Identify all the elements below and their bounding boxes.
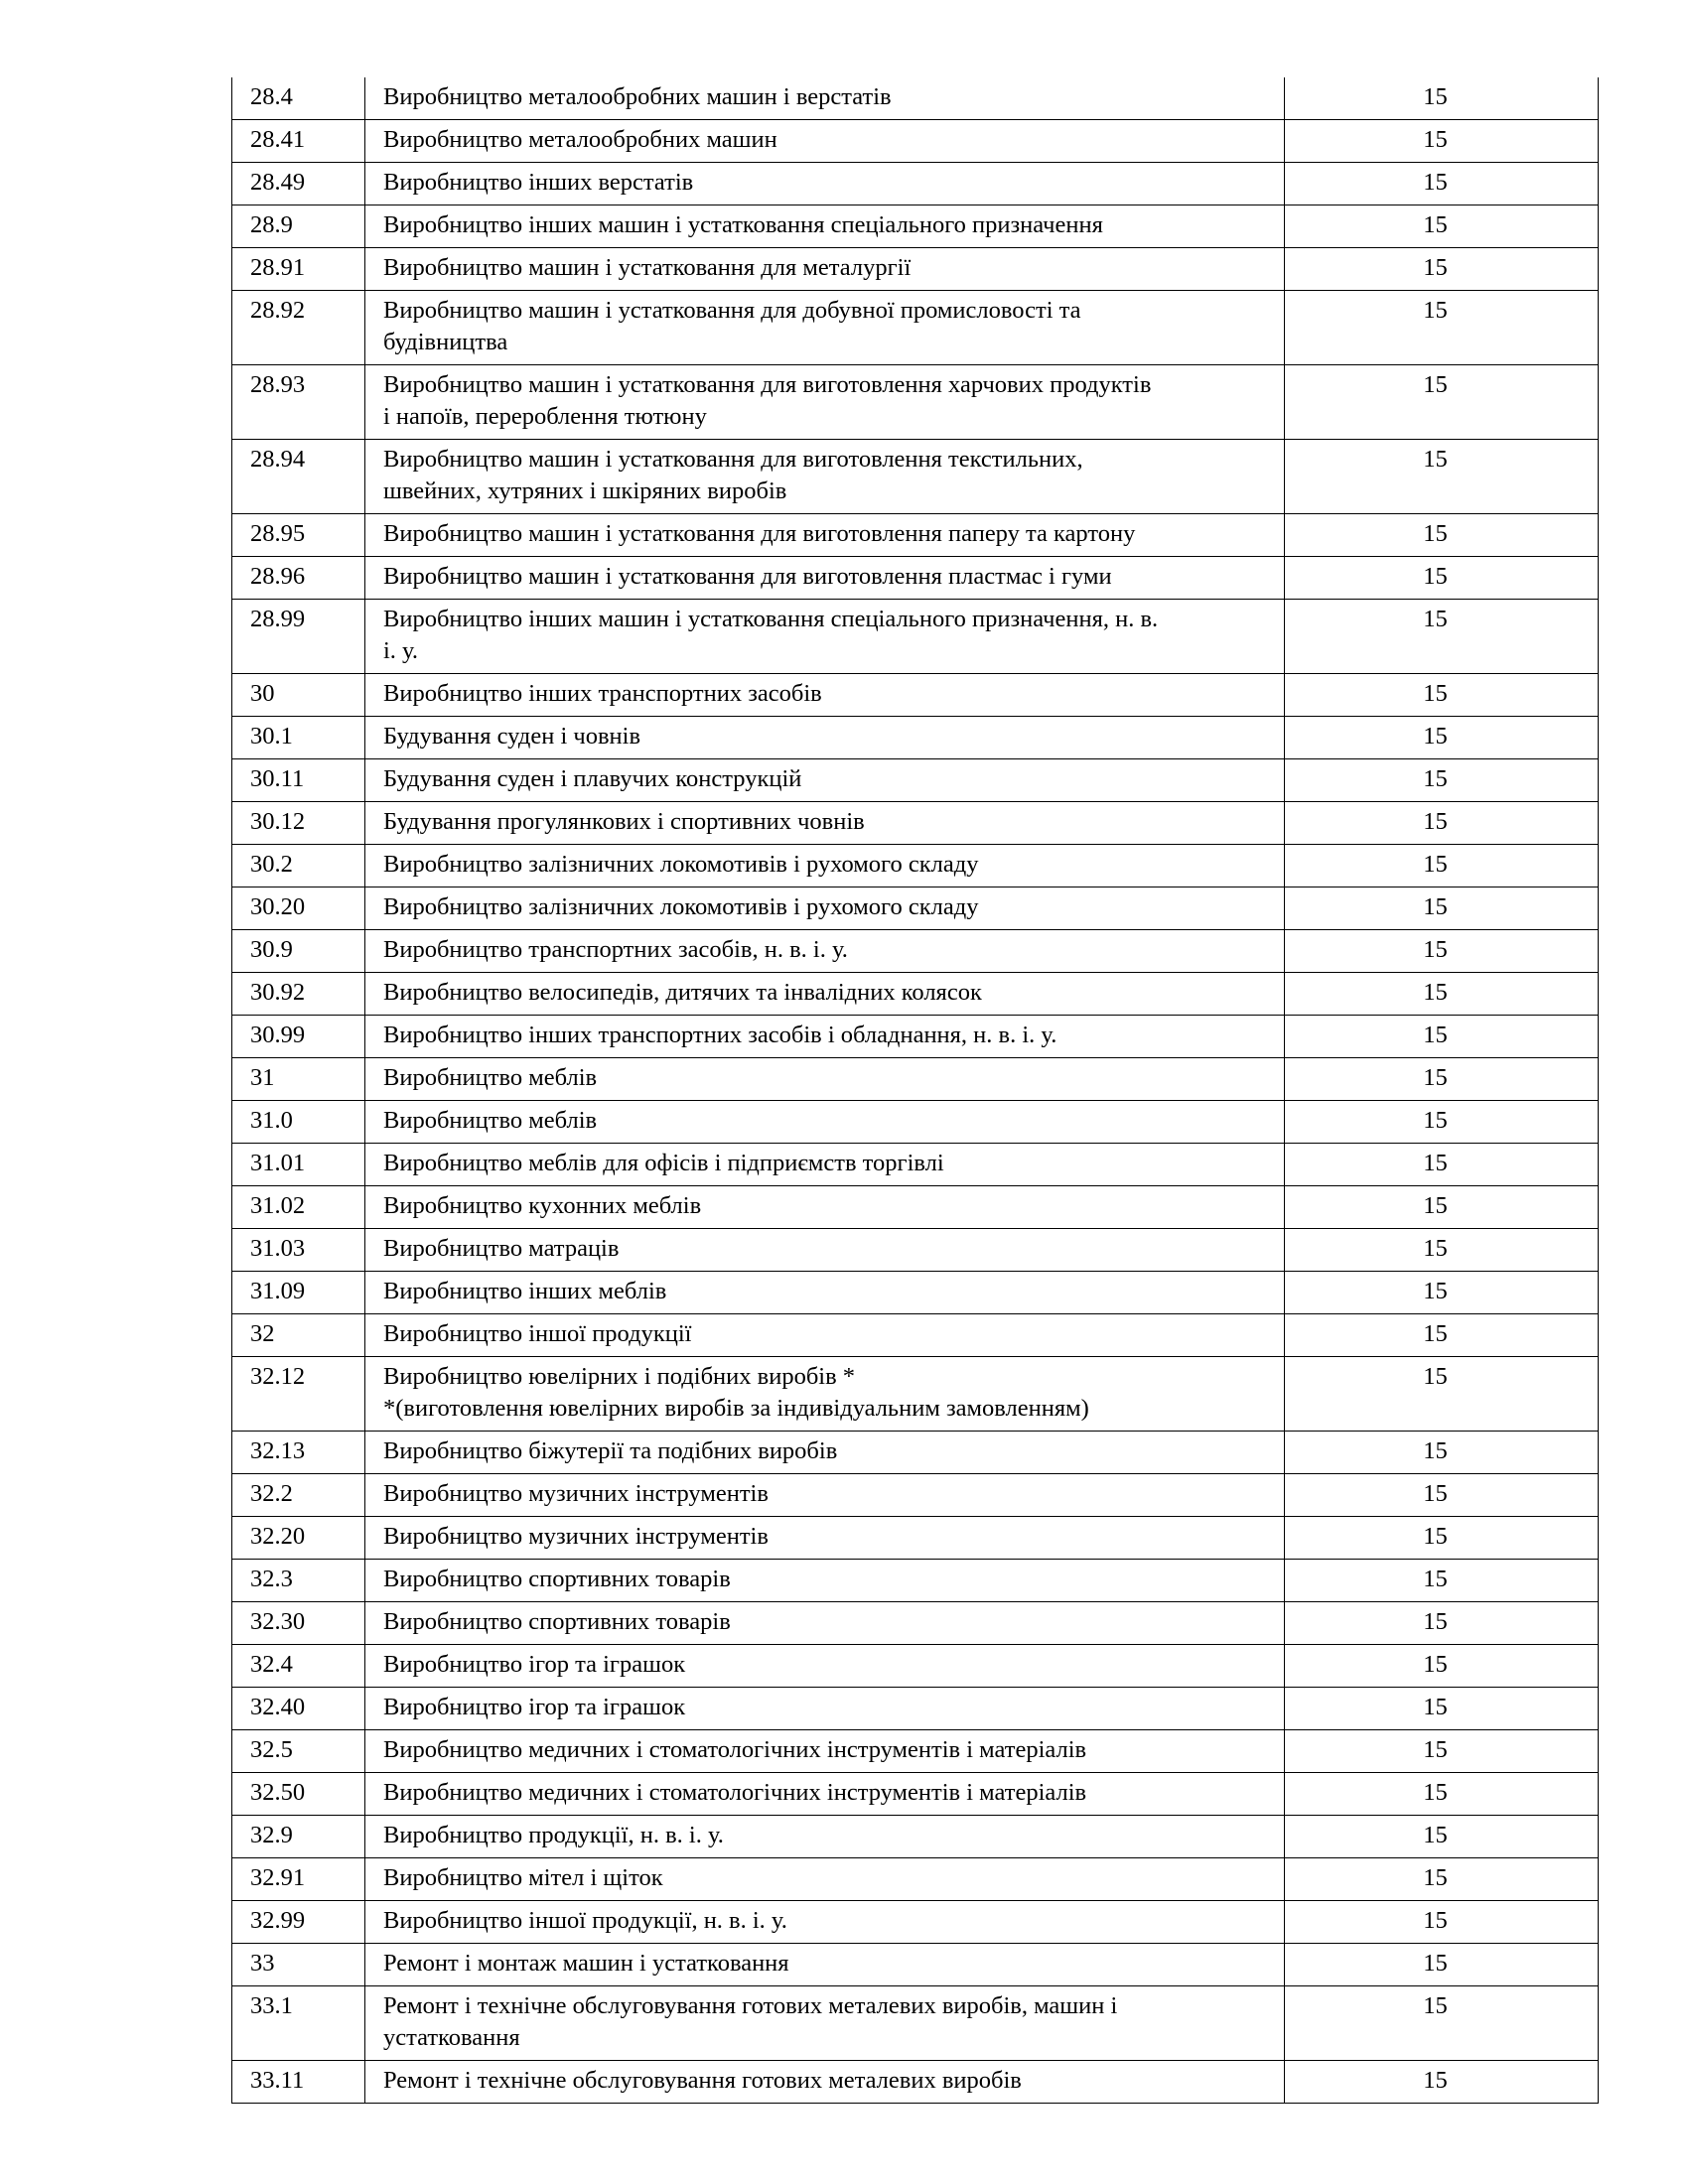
rate-cell: 15 [1285,1645,1599,1688]
table-row [232,973,1599,1016]
activity-code-cell: 32.4 [232,1645,365,1688]
rate-cell: 15 [1285,1986,1599,2061]
table-row [232,717,1599,759]
table-row [232,1016,1599,1058]
activity-description-cell: Виробництво машин і устатковання для добувної промисловості та будівництва [365,291,1285,365]
activity-code-cell: 30.12 [232,802,365,845]
activity-code-cell: 31.0 [232,1101,365,1144]
activity-code-cell: 28.94 [232,440,365,514]
table-row [232,440,1599,514]
rate-cell: 15 [1285,717,1599,759]
activity-code-cell: 32.91 [232,1858,365,1901]
rate-cell: 15 [1285,120,1599,163]
rate-cell: 15 [1285,2061,1599,2104]
rate-cell: 15 [1285,674,1599,717]
table-row [232,1058,1599,1101]
table-row [232,514,1599,557]
rate-cell: 15 [1285,1058,1599,1101]
activity-description-cell: Виробництво інших верстатів [365,163,1285,205]
table-row [232,365,1599,440]
activity-description-cell: Виробництво меблів [365,1058,1285,1101]
table-row [232,1314,1599,1357]
table-row [232,1560,1599,1602]
activity-code-cell: 31.03 [232,1229,365,1272]
activity-code-cell: 28.93 [232,365,365,440]
activity-code-cell: 30 [232,674,365,717]
rate-cell: 15 [1285,365,1599,440]
activity-description-cell: Виробництво машин і устатковання для виготовлення текстильних, швейних, хутряних і шкіряних виробів [365,440,1285,514]
activity-code-cell: 33 [232,1944,365,1986]
table-row [232,1730,1599,1773]
activity-code-cell: 33.1 [232,1986,365,2061]
rate-cell: 15 [1285,1229,1599,1272]
table-row [232,930,1599,973]
activity-code-cell: 32 [232,1314,365,1357]
activity-description-cell: Виробництво ігор та іграшок [365,1645,1285,1688]
activity-code-cell: 33.11 [232,2061,365,2104]
activity-description-cell: Виробництво інших транспортних засобів [365,674,1285,717]
activity-description-cell: Ремонт і технічне обслуговування готових металевих виробів, машин і устатковання [365,1986,1285,2061]
activity-description-cell: Виробництво іншої продукції [365,1314,1285,1357]
table-row [232,163,1599,205]
rate-cell: 15 [1285,440,1599,514]
activity-code-cell: 32.12 [232,1357,365,1432]
activity-code-cell: 30.2 [232,845,365,887]
table-row [232,1229,1599,1272]
activity-code-cell: 30.92 [232,973,365,1016]
rate-cell: 15 [1285,1272,1599,1314]
table-row [232,674,1599,717]
rate-cell: 15 [1285,759,1599,802]
table-row [232,759,1599,802]
rate-cell: 15 [1285,1517,1599,1560]
table-row [232,1688,1599,1730]
rate-cell: 15 [1285,248,1599,291]
table-row [232,1474,1599,1517]
activity-description-cell: Виробництво інших меблів [365,1272,1285,1314]
table-row [232,291,1599,365]
rate-cell: 15 [1285,1560,1599,1602]
table-row [232,77,1599,120]
table-row [232,1101,1599,1144]
activity-description-cell: Виробництво спортивних товарів [365,1560,1285,1602]
table-row [232,1517,1599,1560]
activity-description-cell: Виробництво продукції, н. в. і. у. [365,1816,1285,1858]
rate-cell: 15 [1285,1901,1599,1944]
table-row [232,1944,1599,1986]
activity-description-cell: Виробництво мітел і щіток [365,1858,1285,1901]
rate-cell: 15 [1285,802,1599,845]
table-row [232,120,1599,163]
activity-description-cell: Будування суден і плавучих конструкцій [365,759,1285,802]
table-row [232,1357,1599,1432]
table-row [232,600,1599,674]
table-body [232,77,1599,2104]
activity-code-cell: 32.99 [232,1901,365,1944]
rate-cell: 15 [1285,1858,1599,1901]
activity-description-cell: Виробництво інших машин і устатковання спеціального призначення, н. в. і. у. [365,600,1285,674]
activity-description-cell: Ремонт і технічне обслуговування готових металевих виробів [365,2061,1285,2104]
activity-code-cell: 30.20 [232,887,365,930]
activity-code-cell: 28.41 [232,120,365,163]
rate-cell: 15 [1285,1474,1599,1517]
activity-description-cell: Виробництво меблів [365,1101,1285,1144]
activity-code-cell: 30.99 [232,1016,365,1058]
table-row [232,1186,1599,1229]
activity-description-cell: Виробництво металообробних машин і верстатів [365,77,1285,120]
table-row [232,1901,1599,1944]
activity-description-cell: Виробництво ігор та іграшок [365,1688,1285,1730]
rate-cell: 15 [1285,1144,1599,1186]
table-row [232,1986,1599,2061]
rate-cell: 15 [1285,1357,1599,1432]
activity-code-cell: 30.11 [232,759,365,802]
activity-code-cell: 28.4 [232,77,365,120]
activity-description-cell: Виробництво інших транспортних засобів і обладнання, н. в. і. у. [365,1016,1285,1058]
activity-codes-table [231,77,1599,2104]
activity-description-cell: Виробництво машин і устатковання для виготовлення харчових продуктів і напоїв, перероблення тютюну [365,365,1285,440]
table-row [232,248,1599,291]
rate-cell: 15 [1285,973,1599,1016]
rate-cell: 15 [1285,1688,1599,1730]
activity-code-cell: 32.13 [232,1432,365,1474]
table-row [232,205,1599,248]
rate-cell: 15 [1285,77,1599,120]
activity-code-cell: 32.2 [232,1474,365,1517]
activity-code-cell: 31.09 [232,1272,365,1314]
activity-code-cell: 31.01 [232,1144,365,1186]
activity-description-cell: Виробництво велосипедів, дитячих та інвалідних колясок [365,973,1285,1016]
activity-description-cell: Виробництво біжутерії та подібних виробів [365,1432,1285,1474]
rate-cell: 15 [1285,1432,1599,1474]
activity-code-cell: 30.9 [232,930,365,973]
activity-description-cell: Будування прогулянкових і спортивних човнів [365,802,1285,845]
rate-cell: 15 [1285,557,1599,600]
rate-cell: 15 [1285,1186,1599,1229]
table-row [232,887,1599,930]
activity-code-cell: 30.1 [232,717,365,759]
activity-code-cell: 31 [232,1058,365,1101]
activity-description-cell: Будування суден і човнів [365,717,1285,759]
activity-description-cell: Виробництво матраців [365,1229,1285,1272]
rate-cell: 15 [1285,600,1599,674]
rate-cell: 15 [1285,514,1599,557]
activity-description-cell: Виробництво інших машин і устатковання спеціального призначення [365,205,1285,248]
activity-code-cell: 31.02 [232,1186,365,1229]
table-row [232,1645,1599,1688]
activity-code-cell: 32.3 [232,1560,365,1602]
activity-description-cell: Виробництво металообробних машин [365,120,1285,163]
activity-description-cell: Виробництво медичних і стоматологічних інструментів і матеріалів [365,1730,1285,1773]
table-row [232,1272,1599,1314]
rate-cell: 15 [1285,930,1599,973]
rate-cell: 15 [1285,845,1599,887]
activity-code-cell: 28.95 [232,514,365,557]
rate-cell: 15 [1285,1314,1599,1357]
activity-code-cell: 28.96 [232,557,365,600]
table-row [232,802,1599,845]
rate-cell: 15 [1285,291,1599,365]
activity-description-cell: Виробництво залізничних локомотивів і рухомого складу [365,845,1285,887]
table-row [232,1144,1599,1186]
activity-description-cell: Ремонт і монтаж машин і устатковання [365,1944,1285,1986]
rate-cell: 15 [1285,1773,1599,1816]
rate-cell: 15 [1285,887,1599,930]
table-row [232,1602,1599,1645]
activity-description-cell: Виробництво транспортних засобів, н. в. і. у. [365,930,1285,973]
rate-cell: 15 [1285,1101,1599,1144]
activity-description-cell: Виробництво меблів для офісів і підприємств торгівлі [365,1144,1285,1186]
rate-cell: 15 [1285,1944,1599,1986]
activity-code-cell: 32.5 [232,1730,365,1773]
table-row [232,845,1599,887]
rate-cell: 15 [1285,163,1599,205]
activity-code-cell: 32.30 [232,1602,365,1645]
table-row [232,2061,1599,2104]
rate-cell: 15 [1285,1602,1599,1645]
rate-cell: 15 [1285,205,1599,248]
table-row [232,1816,1599,1858]
activity-description-cell: Виробництво машин і устатковання для виготовлення пластмас і гуми [365,557,1285,600]
activity-description-cell: Виробництво іншої продукції, н. в. і. у. [365,1901,1285,1944]
table-row [232,1432,1599,1474]
activity-code-cell: 28.49 [232,163,365,205]
activity-description-cell: Виробництво машин і устатковання для виготовлення паперу та картону [365,514,1285,557]
activity-description-cell: Виробництво машин і устатковання для металургії [365,248,1285,291]
rate-cell: 15 [1285,1016,1599,1058]
activity-description-cell: Виробництво ювелірних і подібних виробів * *(виготовлення ювелірних виробів за індивідуальним замовленням) [365,1357,1285,1432]
activity-description-cell: Виробництво залізничних локомотивів і рухомого складу [365,887,1285,930]
activity-code-cell: 28.92 [232,291,365,365]
activity-description-cell: Виробництво музичних інструментів [365,1517,1285,1560]
activity-code-cell: 32.50 [232,1773,365,1816]
table-row [232,1858,1599,1901]
activity-code-cell: 28.99 [232,600,365,674]
rate-cell: 15 [1285,1730,1599,1773]
activity-description-cell: Виробництво медичних і стоматологічних інструментів і матеріалів [365,1773,1285,1816]
activity-code-cell: 32.20 [232,1517,365,1560]
activity-code-cell: 28.9 [232,205,365,248]
activity-code-cell: 32.9 [232,1816,365,1858]
activity-description-cell: Виробництво спортивних товарів [365,1602,1285,1645]
activity-code-cell: 28.91 [232,248,365,291]
activity-description-cell: Виробництво кухонних меблів [365,1186,1285,1229]
table-row [232,557,1599,600]
rate-cell: 15 [1285,1816,1599,1858]
activity-description-cell: Виробництво музичних інструментів [365,1474,1285,1517]
table-row [232,1773,1599,1816]
activity-code-cell: 32.40 [232,1688,365,1730]
